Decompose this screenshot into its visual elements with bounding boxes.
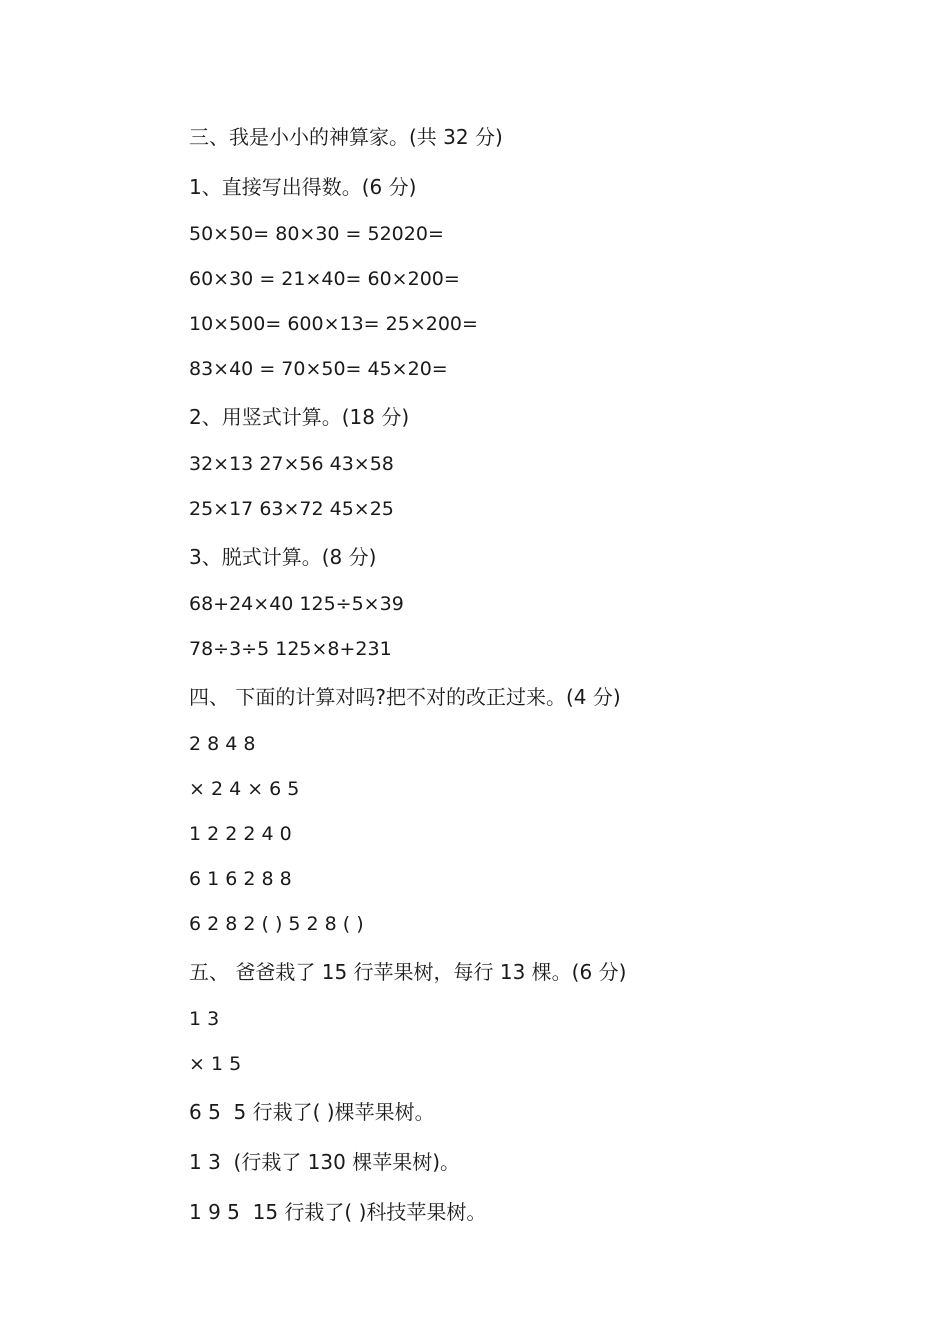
check-calc-row-3: 1 2 2 2 4 0	[189, 823, 292, 845]
stepwise-calc-row-1: 68+24×40 125÷5×39	[189, 593, 404, 615]
oral-calc-row-4: 83×40 = 70×50= 45×20=	[189, 358, 448, 380]
question-2-title: 2、用竖式计算。(18 分)	[189, 405, 410, 429]
vertical-calc-row-1: 32×13 27×56 43×58	[189, 453, 394, 475]
apple-calc-row-4: 1 3 (行栽了 130 棵苹果树)。	[189, 1150, 461, 1174]
oral-calc-row-3: 10×500= 600×13= 25×200=	[189, 313, 478, 335]
stepwise-calc-row-2: 78÷3÷5 125×8+231	[189, 638, 392, 660]
apple-calc-row-1: 1 3	[189, 1008, 220, 1030]
section-four-title: 四、 下面的计算对吗?把不对的改正过来。(4 分)	[189, 685, 621, 709]
oral-calc-row-2: 60×30 = 21×40= 60×200=	[189, 268, 460, 290]
check-calc-row-4: 6 1 6 2 8 8	[189, 868, 292, 890]
oral-calc-row-1: 50×50= 80×30 = 52020=	[189, 223, 444, 245]
section-five-title: 五、 爸爸栽了 15 行苹果树，每行 13 棵。(6 分)	[189, 960, 627, 984]
apple-calc-row-2: × 1 5	[189, 1053, 242, 1075]
check-calc-row-2: × 2 4 × 6 5	[189, 778, 300, 800]
apple-calc-row-5: 1 9 5 15 行栽了( )科技苹果树。	[189, 1200, 487, 1224]
section-three-title: 三、我是小小的神算家。(共 32 分)	[189, 125, 503, 149]
check-calc-row-5: 6 2 8 2 ( ) 5 2 8 ( )	[189, 913, 364, 935]
question-1-title: 1、直接写出得数。(6 分)	[189, 175, 417, 199]
vertical-calc-row-2: 25×17 63×72 45×25	[189, 498, 394, 520]
question-3-title: 3、脱式计算。(8 分)	[189, 545, 377, 569]
apple-calc-row-3: 6 5 5 行栽了( )棵苹果树。	[189, 1100, 435, 1124]
document-content	[189, 112, 889, 1237]
check-calc-row-1: 2 8 4 8	[189, 733, 256, 755]
